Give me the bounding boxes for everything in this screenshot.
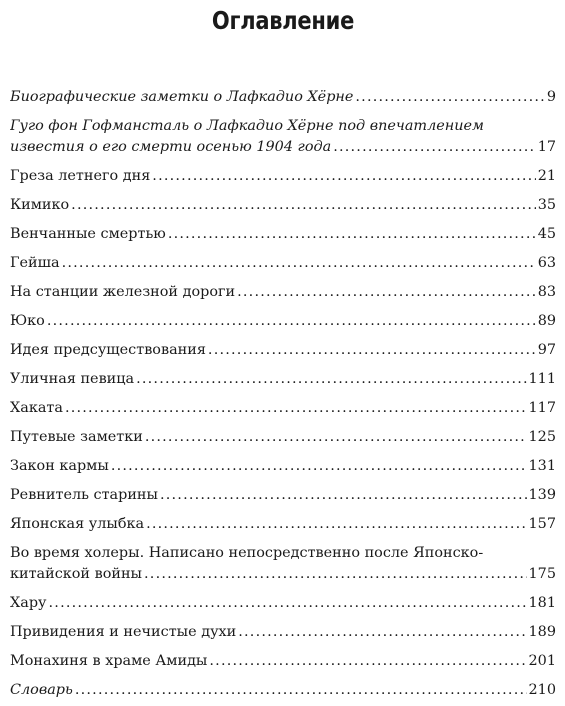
toc-entry-title: Словарь: [10, 682, 73, 698]
toc-entry-text: [10, 224, 556, 245]
toc-entry-text: [10, 485, 556, 506]
toc-entry-page-number: 83: [537, 284, 556, 300]
toc-entry-page-number: 139: [528, 487, 556, 503]
toc-entry-line: [10, 427, 556, 448]
toc-entry-page-number: 21: [537, 168, 556, 184]
toc-entry-line: [10, 622, 556, 643]
dot-leader: [65, 398, 527, 419]
toc-entry-page-number: 175: [528, 566, 556, 582]
dot-leader: [333, 137, 535, 158]
toc-entry-title: Юко: [10, 313, 45, 329]
toc-entry-text: [10, 593, 556, 614]
toc-entry-line: [10, 195, 556, 216]
toc-entry-title: Уличная певица: [10, 371, 135, 387]
toc-entry-text: [10, 282, 556, 303]
dot-leader: [136, 369, 526, 390]
toc-entry-title: Монахиня в храме Амиды: [10, 653, 208, 669]
toc-entry-text: [10, 311, 556, 332]
toc-entry-page-number: 17: [537, 139, 556, 155]
toc-entry-title: На станции железной дороги: [10, 284, 236, 300]
toc-entry-text: [10, 195, 556, 216]
toc-entry-title: Хаката: [10, 400, 63, 416]
toc-entry-text: [10, 651, 556, 672]
toc-entry-page-number: 35: [537, 197, 556, 213]
toc-entry-page-number: 111: [528, 371, 556, 387]
dot-leader: [152, 166, 535, 187]
toc-entry-text: [10, 543, 556, 585]
dot-leader: [208, 340, 536, 361]
toc-entry-page-number: 63: [537, 255, 556, 271]
toc-entry-line: [10, 564, 556, 585]
toc-entry[interactable]: [10, 274, 556, 303]
toc-entry-page-number: 189: [528, 624, 556, 640]
toc-entry-line: [10, 485, 556, 506]
toc-entry-page-number: 201: [528, 653, 556, 669]
toc-entry-title: китайской войны: [10, 566, 143, 582]
toc-entry-line: [10, 253, 556, 274]
toc-entry-line: [10, 369, 556, 390]
toc-entry-text: [10, 369, 556, 390]
toc-entry[interactable]: [10, 614, 556, 643]
toc-entry-text: [10, 87, 556, 108]
toc-entry-title: Ревнитель старины: [10, 487, 158, 503]
toc-entry-page-number: 117: [528, 400, 556, 416]
toc-entry-text: [10, 456, 556, 477]
dot-leader: [160, 485, 527, 506]
dot-leader: [111, 456, 527, 477]
toc-entry[interactable]: [10, 585, 556, 614]
toc-entry[interactable]: [10, 506, 556, 535]
toc-entry-line: [10, 137, 556, 158]
toc-entry-title: Закон кармы: [10, 458, 109, 474]
toc-entry-text: [10, 427, 556, 448]
toc-entry-title-line1: Во время холеры. Написано непосредственно после Японско-: [10, 545, 484, 561]
toc-entry-text: [10, 166, 556, 187]
dot-leader: [71, 195, 536, 216]
toc-entry[interactable]: [10, 332, 556, 361]
toc-entry[interactable]: [10, 419, 556, 448]
toc-entry-page-number: 45: [537, 226, 556, 242]
toc-entry-page-number: 97: [537, 342, 556, 358]
toc-entry-line: [10, 166, 556, 187]
toc-entry-title: Японская улыбка: [10, 516, 145, 532]
toc-entry[interactable]: [10, 361, 556, 390]
toc-entry-text: [10, 622, 556, 643]
table-of-contents: [10, 79, 556, 701]
toc-entry-page-number: 157: [528, 516, 556, 532]
toc-entry[interactable]: [10, 643, 556, 672]
toc-entry-title: Биографические заметки о Лафкадио Хёрне: [10, 89, 354, 105]
toc-entry-title: Привидения и нечистые духи: [10, 624, 237, 640]
toc-entry-page-number: 210: [528, 682, 556, 698]
toc-entry[interactable]: [10, 187, 556, 216]
toc-entry-line: [10, 680, 556, 701]
toc-entry-line: [10, 340, 556, 361]
dot-leader: [47, 311, 536, 332]
toc-entry[interactable]: [10, 216, 556, 245]
toc-entry-text: [10, 116, 556, 158]
dot-leader: [355, 87, 544, 108]
toc-entry-title: Греза летнего дня: [10, 168, 151, 184]
toc-entry-text: [10, 680, 556, 701]
toc-entry-title-line1: Гуго фон Гофмансталь о Лафкадио Хёрне под впечатлением: [10, 118, 484, 134]
toc-entry-title: Хару: [10, 595, 47, 611]
toc-entry[interactable]: [10, 448, 556, 477]
toc-entry-text: [10, 398, 556, 419]
toc-entry[interactable]: [10, 79, 556, 108]
dot-leader: [49, 593, 527, 614]
toc-entry-title: Идея предсуществования: [10, 342, 206, 358]
dot-leader: [75, 680, 527, 701]
dot-leader: [62, 253, 536, 274]
toc-entry-text: [10, 340, 556, 361]
dot-leader: [145, 427, 527, 448]
toc-entry-page-number: 181: [528, 595, 556, 611]
toc-entry-page-number: 125: [528, 429, 556, 445]
dot-leader: [209, 651, 526, 672]
dot-leader: [238, 622, 526, 643]
toc-entry-title: Кимико: [10, 197, 70, 213]
toc-entry[interactable]: [10, 535, 556, 585]
toc-entry-line: [10, 311, 556, 332]
toc-entry-page-number: 9: [546, 89, 556, 105]
document-page: [10, 0, 556, 706]
toc-entry-text: [10, 514, 556, 535]
toc-entry-line: [10, 514, 556, 535]
toc-entry[interactable]: [10, 158, 556, 187]
toc-entry[interactable]: [10, 245, 556, 274]
toc-entry-line: [10, 456, 556, 477]
page-title: Оглавление: [211, 6, 355, 35]
toc-entry-line: [10, 282, 556, 303]
toc-entry[interactable]: [10, 303, 556, 332]
toc-entry[interactable]: [10, 477, 556, 506]
toc-entry[interactable]: [10, 672, 556, 701]
toc-entry-line: [10, 651, 556, 672]
dot-leader: [168, 224, 536, 245]
toc-entry-page-number: 89: [537, 313, 556, 329]
dot-leader: [237, 282, 536, 303]
toc-entry-title: известия о его смерти осенью 1904 года: [10, 139, 332, 155]
toc-entry-title: Гейша: [10, 255, 60, 271]
dot-leader: [144, 564, 527, 585]
toc-entry-line: [10, 87, 556, 108]
dot-leader: [146, 514, 526, 535]
toc-entry[interactable]: [10, 108, 556, 158]
toc-entry-text: [10, 253, 556, 274]
toc-entry-line: [10, 593, 556, 614]
toc-entry-line: [10, 224, 556, 245]
toc-entry-title: Путевые заметки: [10, 429, 143, 445]
toc-entry-title: Венчанные смертью: [10, 226, 166, 242]
toc-entry-page-number: 131: [528, 458, 556, 474]
toc-entry[interactable]: [10, 390, 556, 419]
toc-entry-line: [10, 398, 556, 419]
